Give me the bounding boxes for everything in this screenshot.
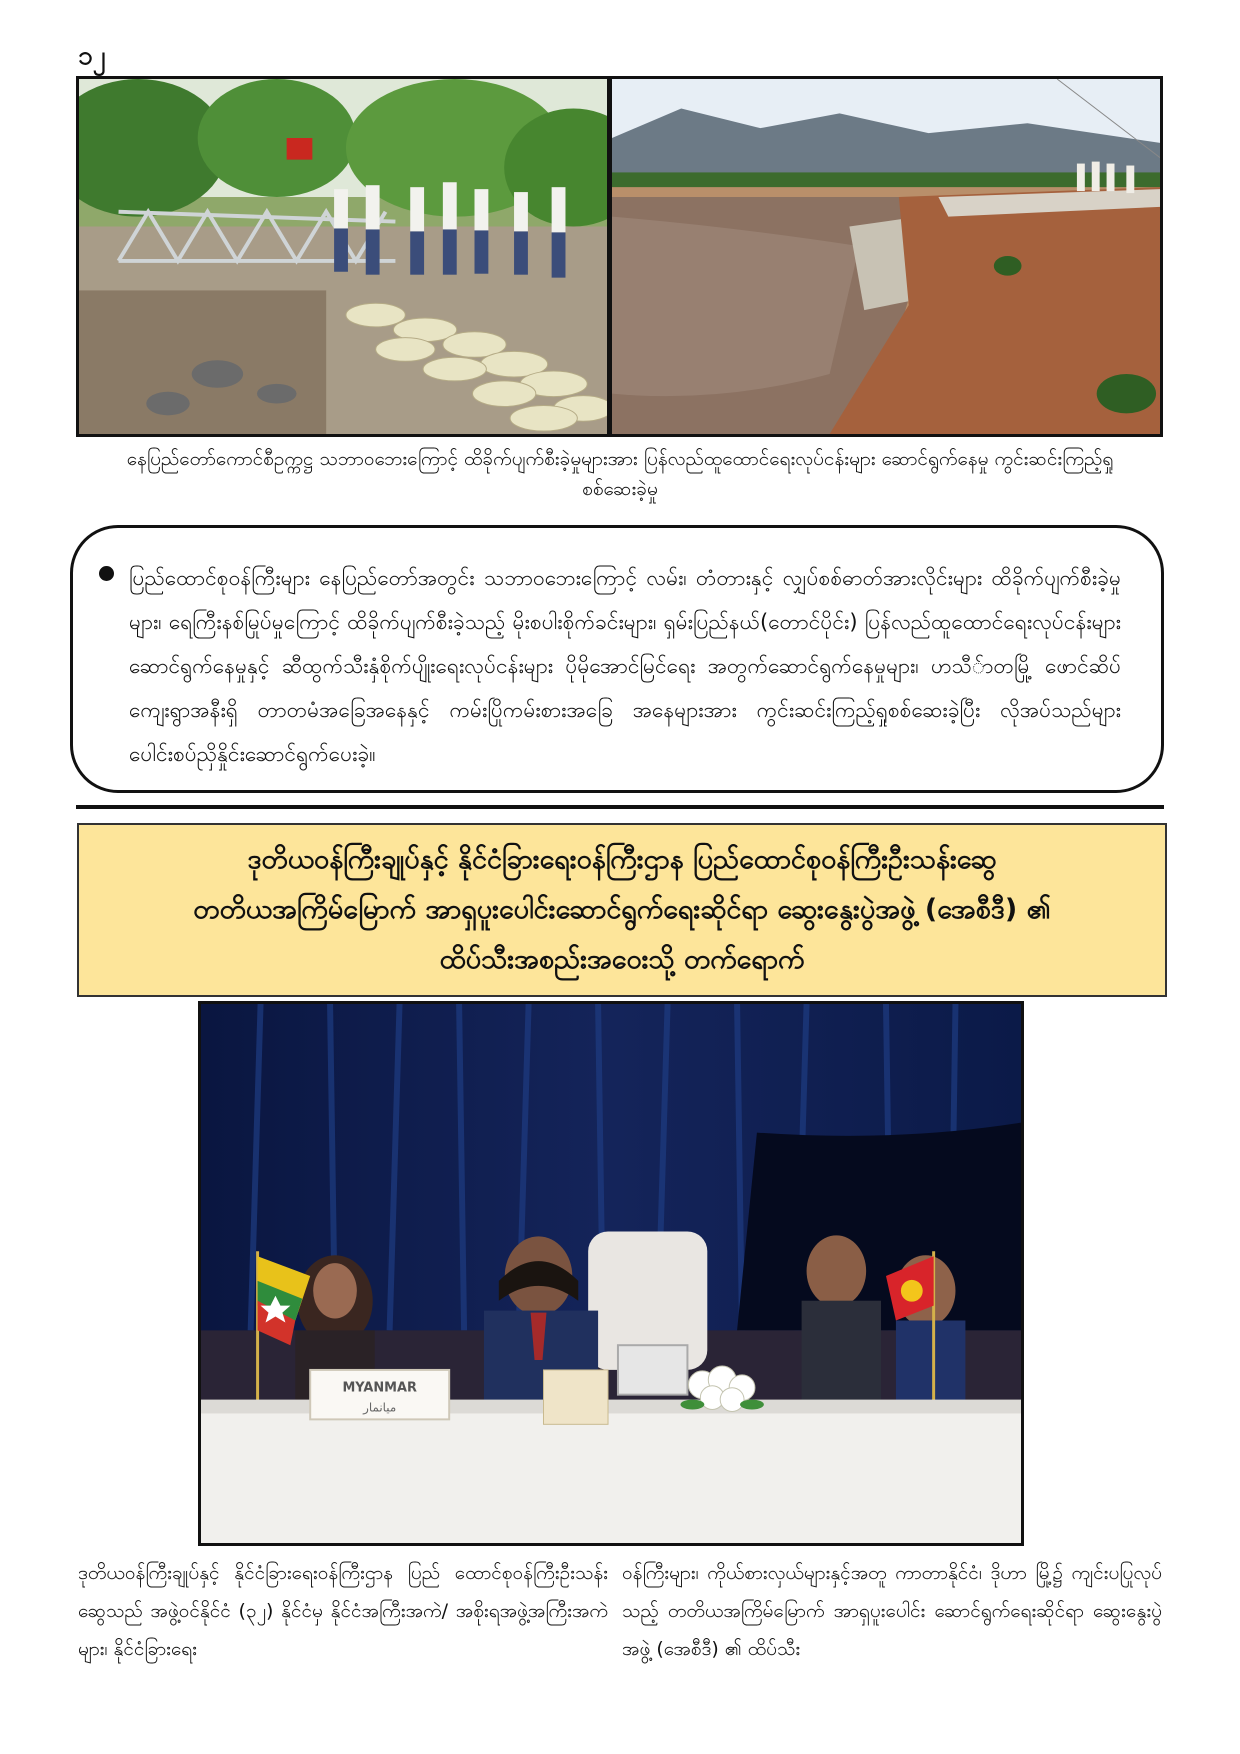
article-body-left: ဒုတိယဝန်ကြီးချုပ်နှင့် နိုင်ငံခြားရေးဝန်ကြီးဌာန ပြည် ထောင်စုဝန်ကြီးဦးသန်းဆွေသည် အဖွဲ့ဝင်နိုင်ငံ (၃၂) နိုင်ငံမှ နိုင်ငံအကြီးအကဲ/ အစိုးရအဖွဲ့အကြီးအကဲများ၊ နိုင်ငံခြားရေး bbox=[78, 1562, 608, 1660]
bullet-icon bbox=[99, 566, 114, 581]
headline-box bbox=[77, 823, 1167, 997]
summit-meeting-photo bbox=[198, 1001, 1024, 1546]
river-embankment-photo bbox=[609, 76, 1163, 437]
placard-english: MYANMAR bbox=[342, 1380, 417, 1396]
article-body-right: ဝန်ကြီးများ၊ ကိုယ်စားလှယ်များနှင့်အတူ ကာတာနိုင်ငံ၊ ဒိုဟာ မြို့၌ ကျင်းပပြုလုပ်သည့် တတိယအကြိမ်မြောက် အာရှပူးပေါင်း ဆောင်ရွက်ရေးဆိုင်ရာ ဆွေးနွေးပွဲအဖွဲ့ (အေစီဒီ) ၏ ထိပ်သီး bbox=[622, 1562, 1162, 1660]
section-divider bbox=[76, 805, 1164, 809]
summary-text: ပြည်ထောင်စုဝန်ကြီးများ နေပြည်တော်အတွင်း သဘာဝဘေးကြောင့် လမ်း၊ တံတားနှင့် လျှပ်စစ်ဓာတ်အားလိုင်းများ ထိခိုက်ပျက်စီးခဲ့မှုများ၊ ရေကြီးနစ်မြုပ်မှုကြောင့် ထိခိုက်ပျက်စီးခဲ့သည့် မိုးစပါးစိုက်ခင်းများ၊ ရှမ်းပြည်နယ်(တောင်ပိုင်း) ပြန်လည်ထူထောင်ရေးလုပ်ငန်းများဆောင်ရွက်နေမှုနှင့် ဆီထွက်သီးနှံစိုက်ပျိုးရေးလုပ်ငန်းများ ပိုမိုအောင်မြင်ရေး အတွက်ဆောင်ရွက်နေမှုများ၊ ဟသီ်ာတမြို့ ဖောင်ဆိပ်ကျေးရွာအနီးရှိ တာတမံအခြေအနေနှင့် ကမ်းပြိုကမ်းစားအခြေ အနေများအား ကွင်းဆင်းကြည့်ရှုစစ်ဆေးခဲ့ပြီး လိုအပ်သည်များပေါင်းစပ်ညှိနှိုင်းဆောင်ရွက်ပေးခဲ့။ bbox=[129, 566, 1121, 766]
page-number: ၁၂ bbox=[78, 41, 106, 71]
headline-line-2: တတိယအကြိမ်မြောက် အာရှပူးပေါင်းဆောင်ရွက်ရေးဆိုင်ရာ ဆွေးနွေးပွဲအဖွဲ့ (အေစီဒီ) ၏ bbox=[193, 894, 1051, 925]
headline-line-1: ဒုတိယဝန်ကြီးချုပ်နှင့် နိုင်ငံခြားရေးဝန်ကြီးဌာန ပြည်ထောင်စုဝန်ကြီးဦးသန်းဆွေ bbox=[247, 844, 997, 875]
top-photo-caption: နေပြည်တော်ကောင်စီဥက္ကဋ္ဌ သဘာဝဘေးကြောင့် ထိခိုက်ပျက်စီးခဲ့မှုများအား ပြန်လည်ထူထောင်ရေးလုပ်ငန်းများ ဆောင်ရွက်နေမှု ကွင်းဆင်းကြည့်ရှုစစ်ဆေးခဲ့မှု bbox=[126, 448, 1114, 500]
headline bbox=[193, 835, 1050, 985]
placard-arabic: ميانمار bbox=[363, 1400, 397, 1415]
summary-box bbox=[70, 525, 1164, 793]
headline-line-3: ထိပ်သီးအစည်းအဝေးသို့ တက်ရောက် bbox=[439, 944, 805, 975]
bridge-repair-photo bbox=[76, 76, 610, 437]
